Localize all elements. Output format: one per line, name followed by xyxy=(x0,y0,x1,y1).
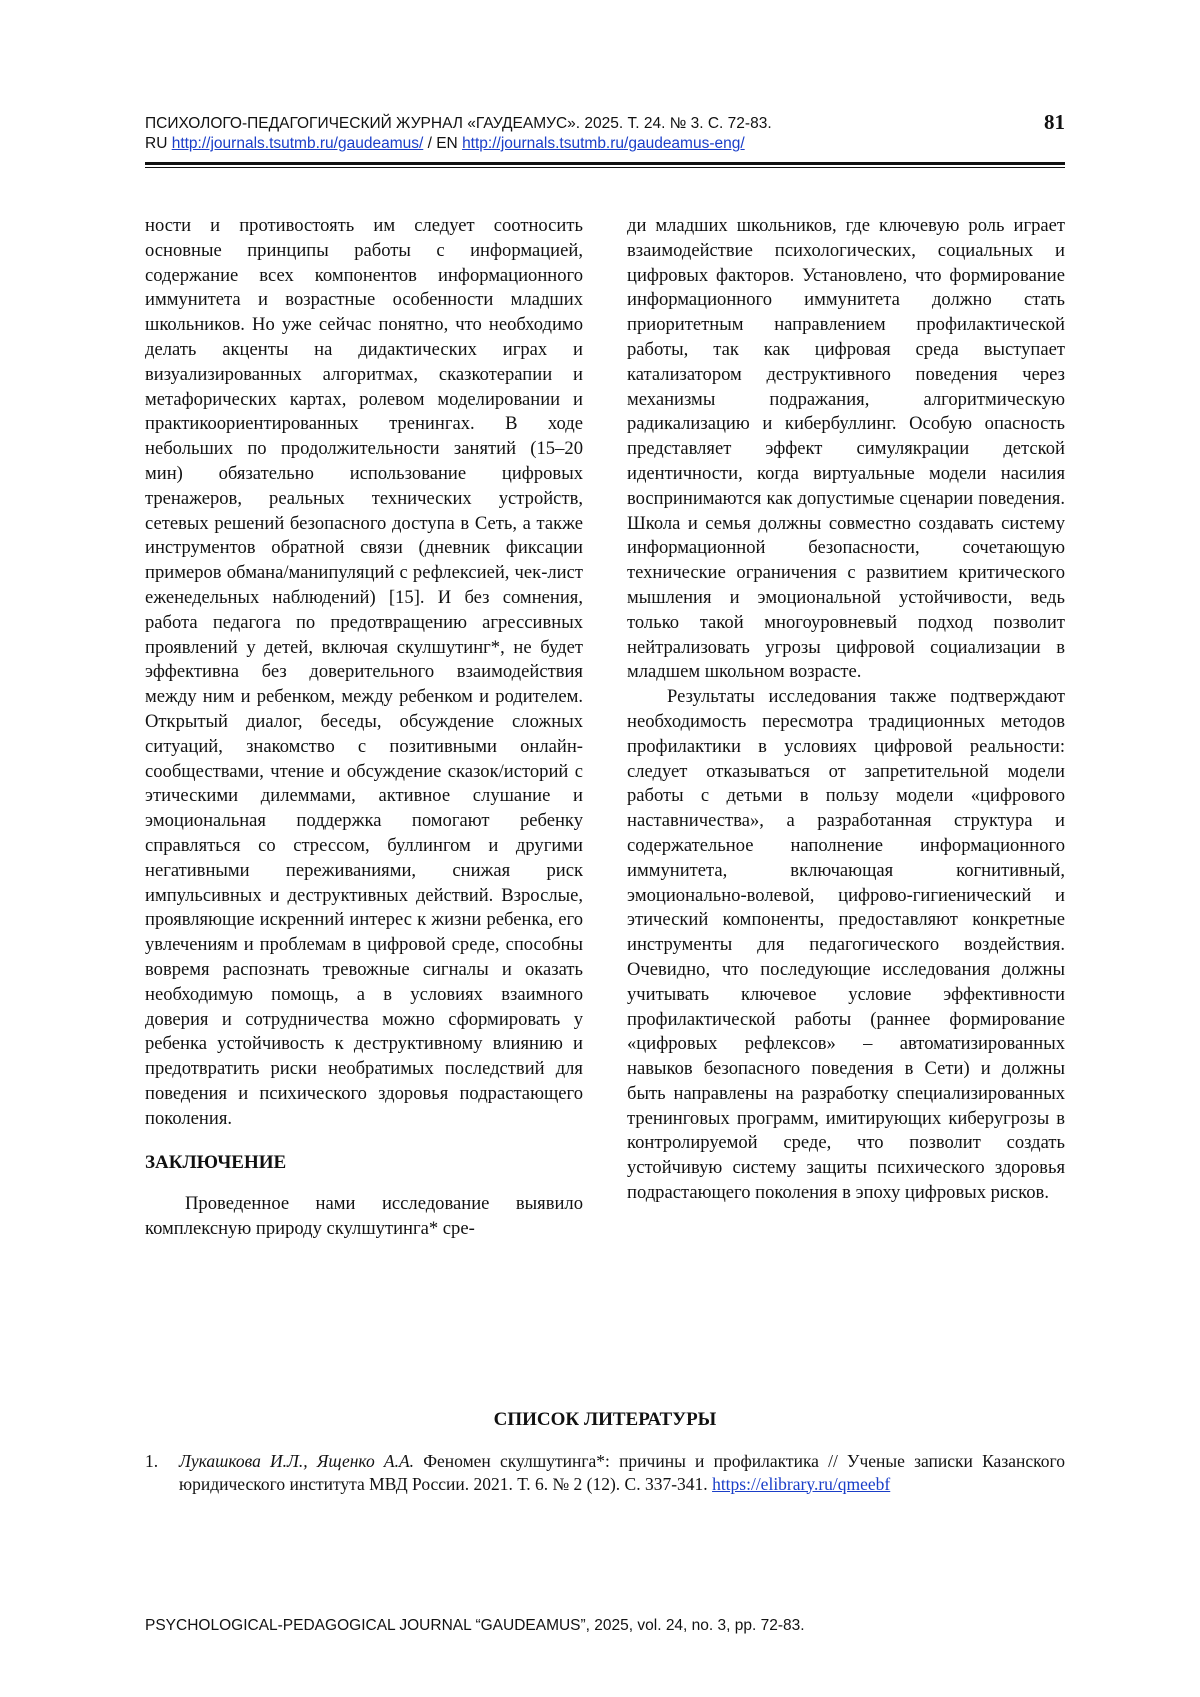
ru-label: RU xyxy=(145,135,172,152)
conclusion-paragraph-start: Проведенное нами исследование выявило комплексную природу скулшутинга* сре- xyxy=(145,1193,583,1240)
right-paragraph-2: Результаты исследования также подтверждают необходимость пересмотра традиционных методов профилактики в условиях цифровой реальности: следует отказываться от запретительной модели работы с детьми в пользу модели «цифрового наставничества», а разработанная структура и содержательное наполнение информационного иммунитета, включающая когнитивный, эмоционально-волевой, цифрово-гигиенический и этический компоненты, предоставляют конкретные инструменты для педагогического воздействия. Очевидно, что последующие исследования должны учитывать ключевое условие эффективности профилактической работы (раннее формирование «цифровых рефлексов» – автоматизированных навыков безопасного поведения в Сети) и должны быть направлены на разработку специализированных тренинговых программ, имитирующих киберугрозы в контролируемой среде, что позволит создать устойчивую систему защиты психического здоровья подрастающего поколения в эпоху цифровых рисков. xyxy=(627,686,1065,1204)
reference-body xyxy=(179,1450,1065,1495)
left-column xyxy=(145,214,583,1242)
reference-item xyxy=(145,1450,1065,1495)
journal-title-line: ПСИХОЛОГО-ПЕДАГОГИЧЕСКИЙ ЖУРНАЛ «ГАУДЕАМУС». 2025. Т. 24. № 3. С. 72-83. xyxy=(145,115,772,132)
references-heading: СПИСОК ЛИТЕРАТУРЫ xyxy=(493,1409,717,1430)
left-paragraph-continued: ности и противостоять им следует соотносить основные принципы работы с информацией, содержание всех компонентов информационного иммунитета и возрастные особенности младших школьников. Но уже сейчас понятно, что необходимо делать акценты на дидактических играх и визуализированных алгоритмах, сказкотерапии и метафорических картах, ролевом моделировании и практикоориентированных тренингах. В ходе небольших по продолжительности занятий (15–20 мин) обязательно использование цифровых тренажеров, реальных технических устройств, сетевых решений безопасного доступа в Сеть, а также инструментов обратной связи (дневник фиксации примеров обмана/манипуляций с рефлексией, чек-лист еженедельных наблюдений) [15]. И без сомнения, работа педагога по предотвращению агрессивных проявлений у детей, включая скулшутинг*, не будет эффективна без доверительного взаимодействия между ним и ребенком, между ребенком и родителем. Открытый диалог, беседы, обсуждение сложных ситуаций, знакомство с позитивными онлайн-сообществами, чтение и обсуждение сказок/историй с этическими дилеммами, активное слушание и эмоциональная поддержка помогают ребенку справляться со стрессом, буллингом и другими негативными переживаниями, снижая риск импульсивных и деструктивных действий. Взрослые, проявляющие искренний интерес к жизни ребенка, его увлечениям и проблемам в цифровой среде, способны вовремя распознать тревожные сигналы и оказать необходимую помощь, а в условиях взаимного доверия и сотрудничества можно сформировать у ребенка устойчивость к деструктивному влиянию и предотвратить риски необратимых последствий для поведения и психического здоровья подрастающего поколения. xyxy=(145,215,583,1129)
page-footer: PSYCHOLOGICAL-PEDAGOGICAL JOURNAL “GAUDEAMUS”, 2025, vol. 24, no. 3, pp. 72-83. xyxy=(145,1617,805,1634)
reference-authors: Лукашкова И.Л., Ященко А.А. xyxy=(179,1451,415,1471)
header-divider-thick xyxy=(145,162,1065,165)
header-divider-thin xyxy=(145,167,1065,168)
page-header xyxy=(145,110,1065,154)
journal-links-line xyxy=(145,134,1065,154)
right-column xyxy=(627,214,1065,1206)
reference-number: 1. xyxy=(145,1451,159,1471)
en-journal-link[interactable]: http://journals.tsutmb.ru/gaudeamus-eng/ xyxy=(462,135,745,152)
reference-text: Феномен скулшутинга*: причины и профилактика // Ученые записки Казанского юридического института МВД России. 2021. Т. 6. № 2 (12). С. 337-341. xyxy=(179,1451,1065,1494)
link-separator: / EN xyxy=(423,135,463,152)
reference-link[interactable]: https://elibrary.ru/qmeebf xyxy=(712,1473,891,1494)
ru-journal-link[interactable]: http://journals.tsutmb.ru/gaudeamus/ xyxy=(171,135,424,152)
page-number: 81 xyxy=(1044,110,1065,134)
conclusion-heading: ЗАКЛЮЧЕНИЕ xyxy=(145,1152,287,1174)
right-paragraph-1: ди младших школьников, где ключевую роль играет взаимодействие психологических, социальных и цифровых факторов. Установлено, что формирование информационного иммунитета должно стать приоритетным направлением профилактической работы, так как цифровая среда выступает катализатором деструктивного поведения через механизмы подражания, алгоритмическую радикализацию и кибербуллинг. Особую опасность представляет эффект симулякрации детской идентичности, когда виртуальные модели насилия воспринимаются как допустимые сценарии поведения. Школа и семья должны совместно создавать систему информационной безопасности, сочетающую технические ограничения с развитием критического мышления и эмоциональной устойчивости, ведь только такой многоуровневый подход позволит нейтрализовать угрозы цифровой социализации в младшем школьном возрасте. xyxy=(627,215,1065,683)
